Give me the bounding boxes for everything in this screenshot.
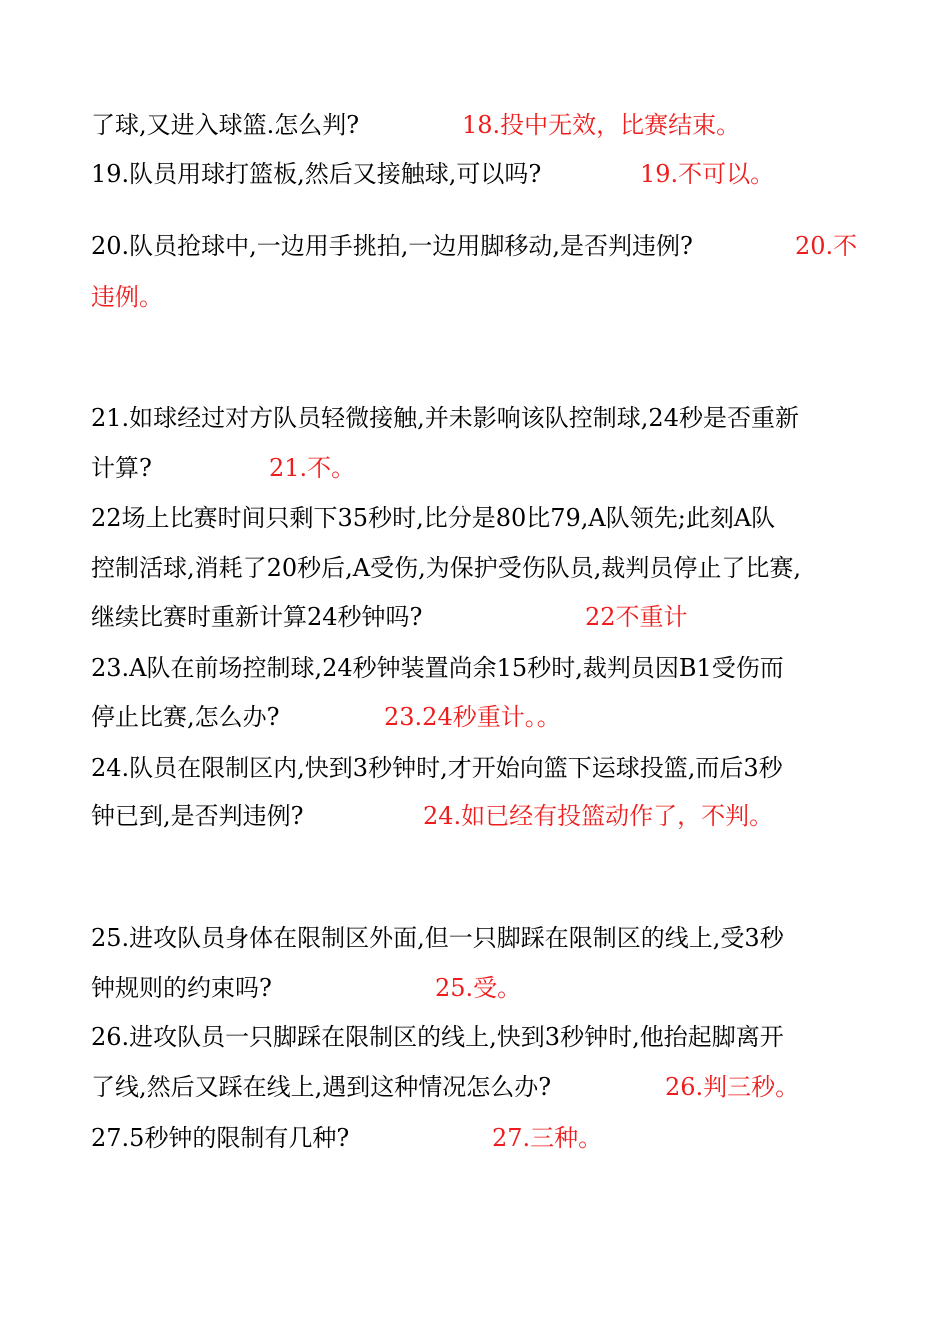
answer-text: 18.投中无效，比赛结束。: [462, 111, 741, 139]
text-line-2: [91, 159, 541, 189]
text-line-17: [91, 1072, 551, 1102]
answer-text: 24.如已经有投篮动作了，不判。: [423, 802, 774, 830]
text-line-14: [91, 923, 784, 953]
question-text: 25.进攻队员身体在限制区外面,但一只脚踩在限制区的线上,受3秒: [91, 924, 784, 952]
question-text: 停止比赛,怎么办?: [91, 703, 280, 731]
text-line-7: [91, 503, 775, 533]
question-text: 23.A队在前场控制球,24秒钟装置尚余15秒时,裁判员因B1受伤而: [91, 654, 784, 682]
text-line-12: [91, 753, 783, 783]
question-text: 计算?: [91, 454, 152, 482]
question-text: 了球,又进入球篮.怎么判?: [91, 111, 360, 139]
question-text: 24.队员在限制区内,快到3秒钟时,才开始向篮下运球投篮,而后3秒: [91, 754, 783, 782]
text-line-8: [91, 553, 801, 583]
answer-text: 27.三种。: [492, 1124, 603, 1152]
question-text: 控制活球,消耗了20秒后,A受伤,为保护受伤队员,裁判员停止了比赛,: [91, 554, 802, 582]
answer-text: 23.24秒重计。。: [384, 703, 561, 731]
answer-text: 21.不。: [269, 454, 356, 482]
question-text: 钟已到,是否判违例?: [91, 802, 304, 830]
text-line-6: [91, 453, 152, 483]
question-text: 20.队员抢球中,一边用手挑拍,一边用脚移动,是否判违例?: [91, 232, 693, 260]
question-text: 19.队员用球打篮板,然后又接触球,可以吗?: [91, 160, 542, 188]
question-text: 22场上比赛时间只剩下35秒时,比分是80比79,A队领先;此刻A队: [91, 504, 776, 532]
text-line-13: [91, 801, 304, 831]
question-text: 26.进攻队员一只脚踩在限制区的线上,快到3秒钟时,他抬起脚离开: [91, 1023, 784, 1051]
text-line-4: [91, 282, 163, 312]
question-text: 27.5秒钟的限制有几种?: [91, 1124, 350, 1152]
answer-text: 26.判三秒。: [665, 1073, 800, 1101]
question-text: 了线,然后又踩在线上,遇到这种情况怎么办?: [91, 1073, 552, 1101]
text-line-1: [91, 110, 359, 140]
answer-text: 19.不可以。: [640, 160, 775, 188]
answer-text: 违例。: [91, 283, 163, 311]
text-line-18: [91, 1123, 349, 1153]
text-line-15: [91, 973, 272, 1003]
text-line-10: [91, 653, 784, 683]
question-text: 钟规则的约束吗?: [91, 974, 272, 1002]
text-line-5: [91, 403, 799, 433]
text-line-3: [91, 231, 693, 261]
text-line-9: [91, 602, 422, 632]
answer-text: 22不重计: [585, 603, 688, 631]
answer-text: 20.不: [795, 232, 858, 260]
question-text: 21.如球经过对方队员轻微接触,并未影响该队控制球,24秒是否重新: [91, 404, 799, 432]
question-text: 继续比赛时重新计算24秒钟吗?: [91, 603, 423, 631]
answer-text: 25.受。: [435, 974, 522, 1002]
text-line-11: [91, 702, 280, 732]
text-line-16: [91, 1022, 784, 1052]
